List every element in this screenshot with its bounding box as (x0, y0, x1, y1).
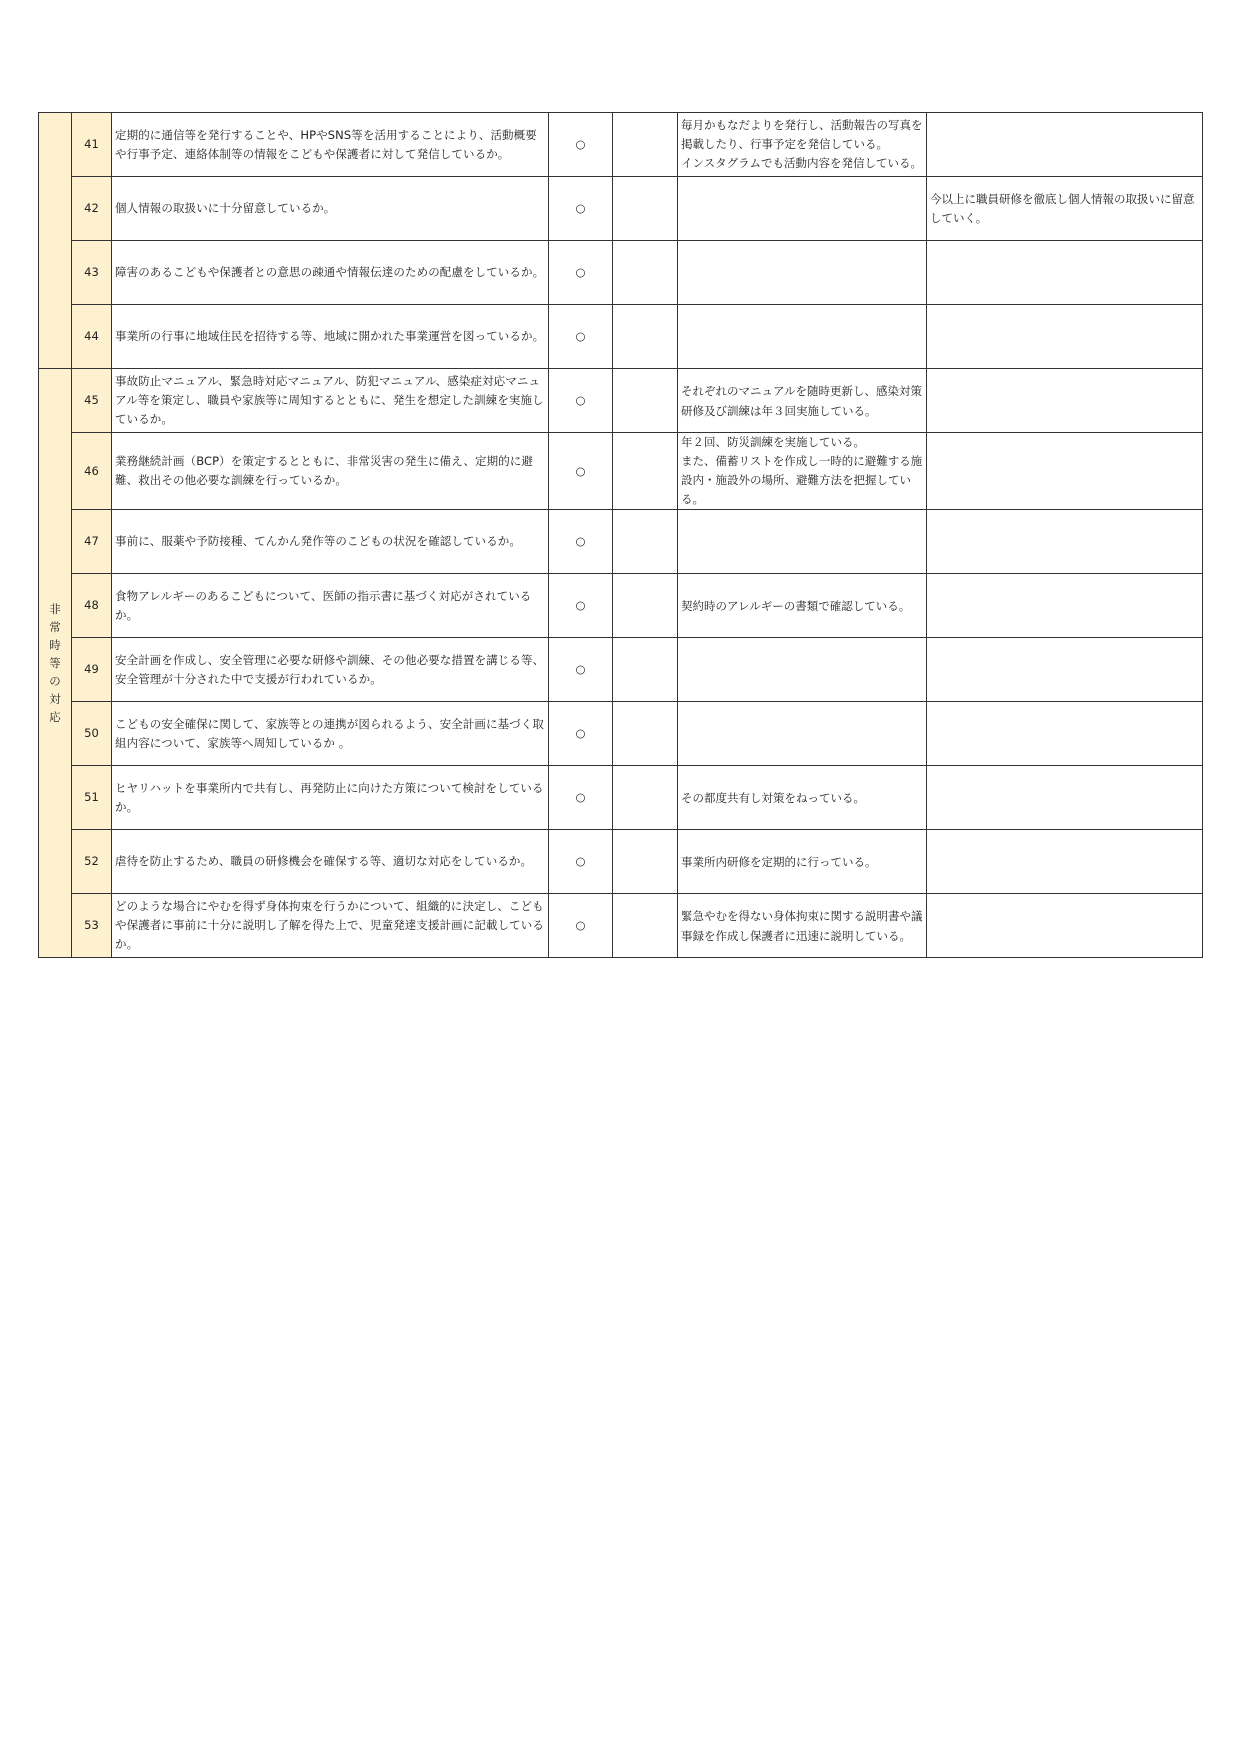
status-note: 事業所内研修を定期的に行っている。 (678, 830, 927, 894)
no-mark (613, 830, 678, 894)
status-note: 緊急やむを得ない身体拘束に関する説明書や議事録を作成し保護者に迅速に説明している。 (678, 894, 927, 958)
question-text: 虐待を防止するため、職員の研修機会を確保する等、適切な対応をしているか。 (112, 830, 549, 894)
status-note (678, 241, 927, 305)
table-row (39, 305, 1203, 369)
yes-mark: ○ (549, 830, 613, 894)
yes-mark: ○ (549, 894, 613, 958)
table-row (39, 241, 1203, 305)
no-mark (613, 894, 678, 958)
yes-mark: ○ (549, 638, 613, 702)
question-text: どのような場合にやむを得ず身体拘束を行うかについて、組織的に決定し、こどもや保護者に事前に十分に説明し了解を得た上で、児童発達支援計画に記載しているか。 (112, 894, 549, 958)
status-note (678, 113, 927, 177)
question-text: 定期的に通信等を発行することや、HPやSNS等を活用することにより、活動概要や行事予定、連絡体制等の情報をこどもや保護者に対して発信しているか。 (112, 113, 549, 177)
status-note (678, 305, 927, 369)
improvement-plan: 今以上に職員研修を徹底し個人情報の取扱いに留意していく。 (927, 177, 1203, 241)
table-row (39, 830, 1203, 894)
table-row (39, 766, 1203, 830)
no-mark (613, 766, 678, 830)
item-number: 49 (72, 638, 112, 702)
no-mark (613, 241, 678, 305)
status-note: 契約時のアレルギーの書類で確認している。 (678, 574, 927, 638)
status-note: その都度共有し対策をねっている。 (678, 766, 927, 830)
yes-mark: ○ (549, 766, 613, 830)
yes-mark: ○ (549, 369, 613, 433)
question-text: 安全計画を作成し、安全管理に必要な研修や訓練、その他必要な措置を講じる等、安全管理が十分された中で支援が行われているか。 (112, 638, 549, 702)
yes-mark: ○ (549, 241, 613, 305)
question-text: 事前に、服薬や予防接種、てんかん発作等のこどもの状況を確認しているか。 (112, 510, 549, 574)
item-number: 42 (72, 177, 112, 241)
yes-mark: ○ (549, 433, 613, 510)
item-number: 48 (72, 574, 112, 638)
no-mark (613, 433, 678, 510)
status-note (678, 638, 927, 702)
yes-mark: ○ (549, 177, 613, 241)
category-cell-emergency (39, 369, 72, 958)
item-number: 41 (72, 113, 112, 177)
improvement-plan (927, 638, 1203, 702)
question-text: ヒヤリハットを事業所内で共有し、再発防止に向けた方策について検討をしているか。 (112, 766, 549, 830)
table-row (39, 894, 1203, 958)
no-mark (613, 177, 678, 241)
no-mark (613, 305, 678, 369)
item-number: 43 (72, 241, 112, 305)
item-number: 46 (72, 433, 112, 510)
table-row (39, 510, 1203, 574)
improvement-plan (927, 830, 1203, 894)
table-row (39, 113, 1203, 177)
item-number: 45 (72, 369, 112, 433)
status-note (678, 510, 927, 574)
improvement-plan (927, 113, 1203, 177)
question-text: 食物アレルギーのあるこどもについて、医師の指示書に基づく対応がされているか。 (112, 574, 549, 638)
yes-mark: ○ (549, 574, 613, 638)
improvement-plan (927, 305, 1203, 369)
table-row (39, 433, 1203, 510)
no-mark (613, 510, 678, 574)
no-mark (613, 113, 678, 177)
status-note: それぞれのマニュアルを随時更新し、感染対策研修及び訓練は年３回実施している。 (678, 369, 927, 433)
improvement-plan (927, 433, 1203, 510)
item-number: 53 (72, 894, 112, 958)
question-text: 個人情報の取扱いに十分留意しているか。 (112, 177, 549, 241)
improvement-plan (927, 766, 1203, 830)
question-text: 障害のあるこどもや保護者との意思の疎通や情報伝達のための配慮をしているか。 (112, 241, 549, 305)
no-mark (613, 574, 678, 638)
item-number: 52 (72, 830, 112, 894)
item-number: 50 (72, 702, 112, 766)
improvement-plan (927, 369, 1203, 433)
category-label: 非常時等の対応 (49, 601, 61, 724)
status-note (678, 702, 927, 766)
category-cell-top (39, 113, 72, 369)
improvement-plan (927, 574, 1203, 638)
improvement-plan (927, 894, 1203, 958)
note-line: また、備蓄リストを作成し一時的に避難する施設内・施設外の場所、避難方法を把握している。 (681, 454, 923, 506)
improvement-plan (927, 241, 1203, 305)
status-note (678, 433, 927, 510)
note-line: インスタグラムでも活動内容を発信している。 (681, 156, 923, 170)
table-row (39, 177, 1203, 241)
question-text: 業務継続計画（BCP）を策定するとともに、非常災害の発生に備え、定期的に避難、救出その他必要な訓練を行っているか。 (112, 433, 549, 510)
yes-mark: ○ (549, 305, 613, 369)
no-mark (613, 369, 678, 433)
yes-mark: ○ (549, 510, 613, 574)
yes-mark: ○ (549, 113, 613, 177)
table-row (39, 638, 1203, 702)
question-text: 事故防止マニュアル、緊急時対応マニュアル、防犯マニュアル、感染症対応マニュアル等を策定し、職員や家族等に周知するとともに、発生を想定した訓練を実施しているか。 (112, 369, 549, 433)
no-mark (613, 702, 678, 766)
improvement-plan (927, 510, 1203, 574)
item-number: 51 (72, 766, 112, 830)
improvement-plan (927, 702, 1203, 766)
note-line: 年２回、防災訓練を実施している。 (681, 435, 865, 449)
question-text: こどもの安全確保に関して、家族等との連携が図られるよう、安全計画に基づく取組内容について、家族等へ周知しているか 。 (112, 702, 549, 766)
table-row (39, 574, 1203, 638)
yes-mark: ○ (549, 702, 613, 766)
question-text: 事業所の行事に地域住民を招待する等、地域に開かれた事業運営を図っているか。 (112, 305, 549, 369)
table-row (39, 702, 1203, 766)
status-note (678, 177, 927, 241)
evaluation-table (38, 112, 1203, 958)
item-number: 47 (72, 510, 112, 574)
note-line: 毎月かもなだよりを発行し、活動報告の写真を掲載したり、行事予定を発信している。 (681, 118, 923, 151)
no-mark (613, 638, 678, 702)
table-row (39, 369, 1203, 433)
item-number: 44 (72, 305, 112, 369)
